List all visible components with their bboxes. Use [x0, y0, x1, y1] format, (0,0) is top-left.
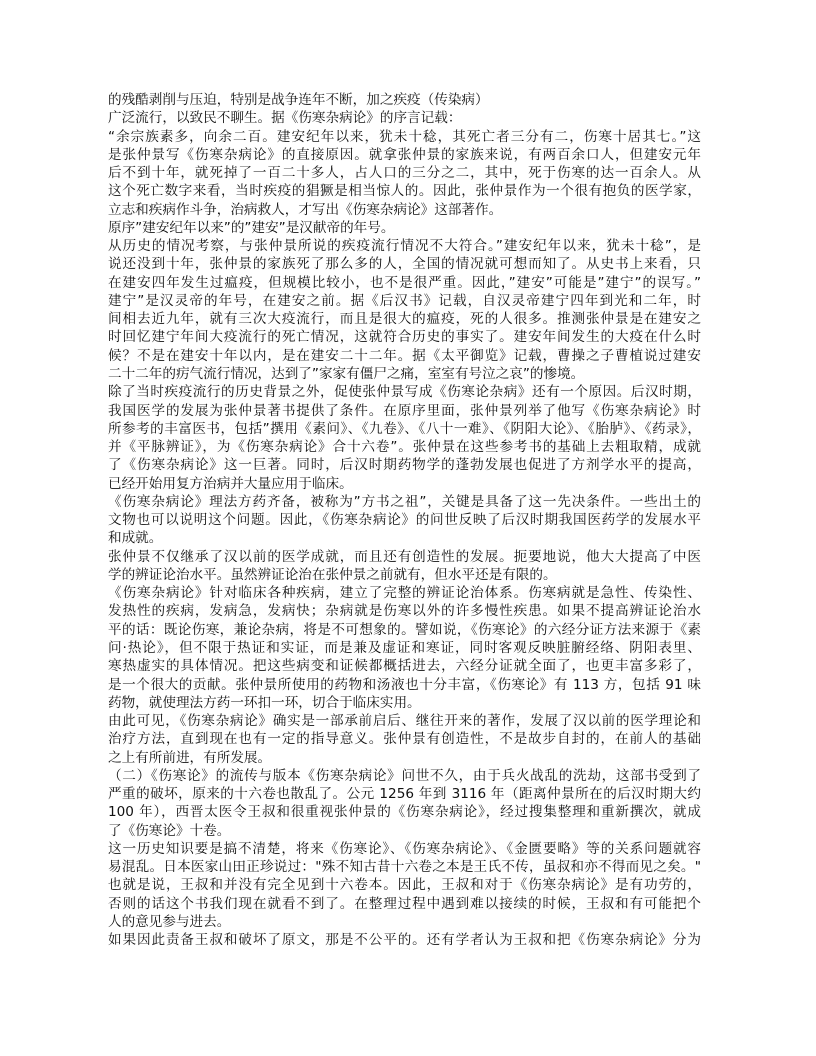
text-line: 如果因此责备王叔和破坏了原文，那是不公平的。还有学者认为王叔和把《伤寒杂病论》分为 [108, 932, 701, 949]
text-line: 药物，就使理法方药一环扣一环，切合于临床实用。 [108, 694, 421, 711]
text-line: 由此可见，《伤寒杂病论》确实是一部承前启后、继往开来的著作，发展了汉以前的医学理论和 [108, 713, 701, 730]
text-line: 100 年），西晋太医令王叔和很重视张仲景的《伤寒杂病论》，经过搜集整理和重新撰次，就成 [108, 804, 701, 821]
text-line: 的残酷剥削与压迫，特别是战争连年不断，加之疾疫（传染病） [108, 92, 489, 108]
text-line: 除了当时疾疫流行的历史背景之外，促使张仲景写成《伤寒论杂病》还有一个原因。后汉时期， [108, 384, 701, 401]
text-line: “余宗族素多，向余二百。建安纪年以来，犹未十稔，其死亡者三分有二，伤寒十居其七。”这 [108, 128, 701, 145]
text-line: 《伤寒杂病论》针对临床各种疾病，建立了完整的辨证论治体系。伤寒病就是急性、传染性、 [108, 585, 701, 602]
text-line: 候？不是在建安十年以内，是在建安二十二年。据《太平御览》记载，曹操之子曹植说过建安 [108, 347, 701, 364]
text-line: 广泛流行，以致民不聊生。据《伤寒杂病论》的序言记载： [108, 110, 462, 127]
text-line: 寒热虚实的具体情况。把这些病变和证候都概括进去，六经分证就全面了，也更丰富多彩了， [108, 658, 701, 675]
text-line: 也就是说，王叔和并没有完全见到十六卷本。因此，王叔和对于《伤寒杂病论》是有功劳的， [108, 877, 701, 894]
text-line: （二）《伤寒论》的流传与版本《伤寒杂病论》问世不久，由于兵火战乱的洗劫，这部书受到了 [108, 767, 701, 784]
document-body [108, 91, 701, 949]
text-line: 发热性的疾病，发病急，发病快；杂病就是伤寒以外的许多慢性疾患。如果不提高辨证论治水 [108, 603, 701, 620]
text-line: 人的意见参与进去。 [108, 913, 231, 930]
text-line: 问·热论》，但不限于热证和实证，而是兼及虚证和寒证，同时客观反映脏腑经络、阴阳表里、 [108, 639, 701, 656]
text-line: 所参考的丰富医书，包括”撰用《素问》、《九卷》、《八十一难》、《阴阳大论》、《胎胪》、《药录》， [108, 420, 701, 437]
text-line: 张仲景不仅继承了汉以前的医学成就，而且还有创造性的发展。扼要地说，他大大提高了中医 [108, 548, 701, 565]
text-line: 我国医学的发展为张仲景著书提供了条件。在原序里面，张仲景列举了他写《伤寒杂病论》时 [108, 402, 701, 419]
text-line: 易混乱。日本医家山田正珍说过："殊不知古昔十六卷之本是王氏不传，虽叔和亦不得而见之矣。" [108, 859, 701, 876]
text-line: 间相去近九年，就有三次大疫流行，而且是很大的瘟疫，死的人很多。推测张仲景是在建安之 [108, 311, 701, 328]
text-line: 这个死亡数字来看，当时疾疫的猖獗是相当惊人的。因此，张仲景作为一个很有抱负的医学家， [108, 183, 701, 200]
text-line: 文物也可以说明这个问题。因此，《伤寒杂病论》的问世反映了后汉时期我国医药学的发展水平 [108, 512, 701, 529]
text-line: 在建安四年发生过瘟疫，但规模比较小，也不是很严重。因此，”建安”可能是”建宁”的误写。” [108, 274, 701, 291]
text-line: 原序”建安纪年以来”的”建安”是汉献帝的年号。 [108, 219, 395, 236]
text-line: 严重的破坏，原来的十六卷也散乱了。公元 1256 年到 3116 年（距离仲景所在的后汉时期大约 [108, 786, 701, 803]
text-line: 平的话：既论伤寒，兼论杂病，将是不可想象的。譬如说，《伤寒论》的六经分证方法来源于《素 [108, 621, 701, 638]
text-line: 时回忆建宁年间大疫流行的死亡情况，这就符合历史的事实了。建安年间发生的大疫在什么时 [108, 329, 701, 346]
text-line: 已经开始用复方治病并大量应用于临床。 [108, 475, 353, 492]
text-line: 治疗方法，直到现在也有一定的指导意义。张仲景有创造性，不是故步自封的，在前人的基础 [108, 731, 701, 748]
text-line: 是张仲景写《伤寒杂病论》的直接原因。就拿张仲景的家族来说，有两百余口人，但建安元年 [108, 146, 701, 163]
text-line: 二十二年的疠气流行情况，达到了”家家有僵尸之痛，室室有号泣之哀”的惨境。 [108, 365, 585, 382]
text-line: 了《伤寒杂病论》这一巨著。同时，后汉时期药物学的蓬勃发展也促进了方剂学水平的提高， [108, 457, 701, 474]
text-line: 从历史的情况考察，与张仲景所说的疾疫流行情况不大符合。”建安纪年以来，犹未十稔”，是 [108, 238, 701, 255]
text-line: 《伤寒杂病论》理法方药齐备，被称为”方书之祖”，关键是具备了这一先决条件。一些出土的 [108, 493, 701, 510]
text-line: 建宁”是汉灵帝的年号，在建安之前。据《后汉书》记载，自汉灵帝建宁四年到光和二年，时 [108, 292, 701, 309]
text-line: 和成就。 [108, 530, 163, 547]
text-line: 说还没到十年，张仲景的家族死了那么多的人，全国的情况就可想而知了。从史书上来看，只 [108, 256, 701, 273]
text-line: 学的辨证论治水平。虽然辨证论治在张仲景之前就有，但水平还是有限的。 [108, 566, 557, 583]
text-line: 立志和疾病作斗争，治病救人，才写出《伤寒杂病论》这部著作。 [108, 201, 503, 218]
text-line: 并《平脉辨证》，为《伤寒杂病论》合十六卷”。张仲景在这些参考书的基础上去粗取精，成就 [108, 439, 701, 456]
text-line: 了《伤寒论》十卷。 [108, 822, 231, 839]
text-line: 这一历史知识要是搞不清楚，将来《伤寒论》、《伤寒杂病论》、《金匮要略》等的关系问题就容 [108, 840, 701, 857]
text-line: 后不到十年，就死掉了一百二十多人，占人口的三分之二，其中，死于伤寒的达一百余人。从 [108, 165, 701, 182]
text-line: 是一个很大的贡献。张仲景所使用的药物和汤液也十分丰富，《伤寒论》有 113 方，包括 91 味 [108, 676, 701, 693]
text-line: 否则的话这个书我们现在就看不到了。在整理过程中遇到难以接续的时候，王叔和有可能把个 [108, 895, 701, 912]
text-line: 之上有所前进，有所发展。 [108, 749, 272, 766]
